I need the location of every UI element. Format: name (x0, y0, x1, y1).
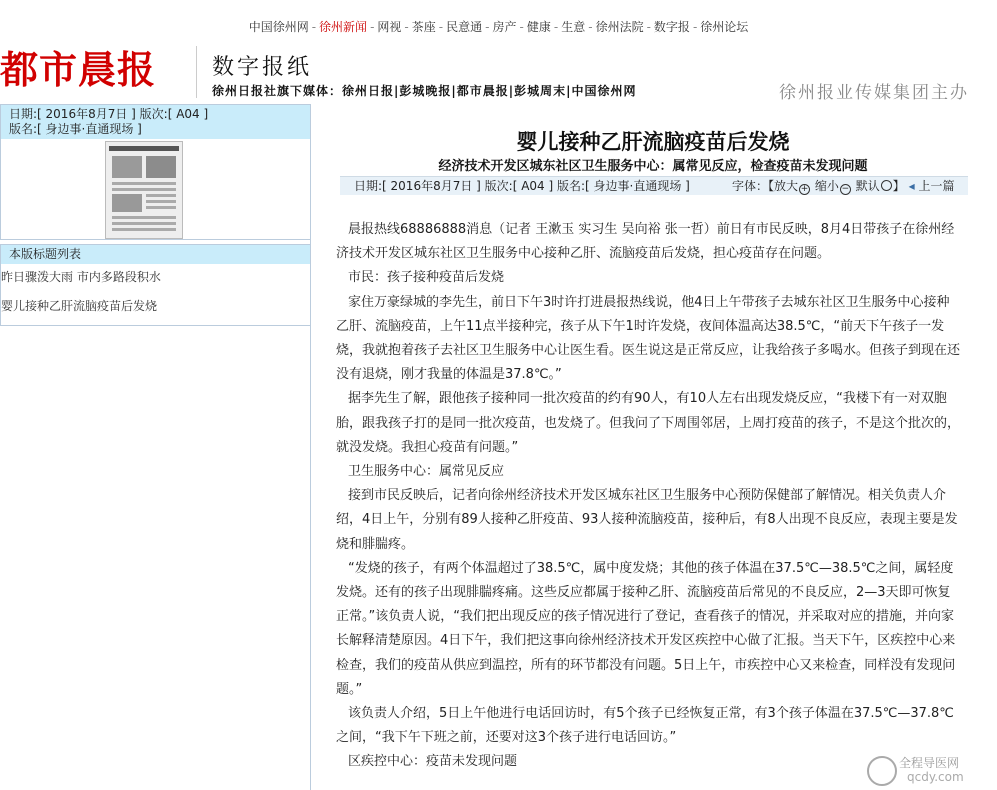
thumb-text-line (112, 222, 176, 225)
newspaper-logo[interactable]: 都市晨报 (0, 47, 157, 92)
default-size-button[interactable] (856, 179, 893, 193)
top-nav-link[interactable]: 茶座 (411, 20, 436, 34)
edition-info-header (1, 105, 310, 139)
top-nav-separator: - (519, 20, 524, 34)
font-label: 字体： (732, 179, 769, 193)
top-nav-separator: - (646, 20, 651, 34)
page-thumbnail[interactable] (105, 141, 183, 239)
top-nav-link[interactable]: 健康 (526, 20, 551, 34)
top-nav-link[interactable]: 徐州法院 (595, 20, 644, 34)
title-list-header: 本版标题列表 (1, 245, 310, 264)
article-subtitle: 经济技术开发区城东社区卫生服务中心：属常见反应，检查疫苗未发现问题 (438, 159, 868, 174)
watermark-logo-icon (867, 756, 897, 786)
top-nav-separator: - (553, 20, 559, 34)
masthead-divider (196, 46, 197, 98)
top-nav-separator: - (370, 20, 375, 34)
thumb-photo (112, 194, 142, 212)
thumb-headline-bar (109, 146, 179, 151)
font-bracket-left: 【 (768, 179, 775, 193)
sponsor-text: 徐州报业传媒集团主办 (779, 83, 969, 103)
font-controls (732, 177, 954, 195)
article-meta-bar (340, 176, 968, 195)
thumb-text-line (146, 194, 176, 197)
site-watermark (867, 752, 991, 786)
top-nav-link[interactable]: 数字报 (653, 20, 690, 34)
top-nav-link[interactable]: 徐州论坛 (700, 20, 749, 34)
title-list-panel (0, 244, 311, 326)
thumb-photo (112, 156, 142, 178)
prev-arrow-icon: ◂ (908, 179, 915, 193)
top-nav-separator: - (311, 20, 317, 34)
top-nav-separator: - (692, 20, 698, 34)
article-paragraph: 接到市民反映后，记者向徐州经济技术开发区城东社区卫生服务中心预防保健部了解情况。相关负责人介绍，4日上午，分别有89人接种乙肝疫苗、93人接种流脑疫苗，接种后，有8人出现不良反应，表现主要是发烧和腓腨疼。 (336, 488, 958, 552)
article-section-head: 卫生服务中心：属常见反应 (348, 464, 505, 480)
edition-date-line: 日期:[ 2016年8月7日 ] 版次:[ A04 ] (9, 107, 209, 121)
thumb-text-line (146, 200, 176, 203)
title-list-item[interactable]: 昨日骤泼大雨 市内多路段积水 (1, 270, 161, 284)
top-nav-link[interactable]: 网视 (377, 20, 402, 34)
enlarge-label: 放大 (774, 179, 799, 193)
shrink-button[interactable] (815, 179, 852, 193)
thumb-text-line (146, 206, 176, 209)
circle-icon (881, 180, 892, 191)
top-nav-separator: - (438, 20, 444, 34)
top-nav-link[interactable]: 民意通 (446, 20, 483, 34)
top-nav-separator: - (588, 20, 593, 34)
prev-article-link[interactable] (909, 179, 955, 193)
article-paragraph: 该负责人介绍，5日上午他进行电话回访时，有5个孩子已经恢复正常，有3个孩子体温在37.5℃—37.8℃之间，“我下午下班之前，还要对这3个孩子进行电话回访。” (336, 706, 954, 746)
prev-label: 上一篇 (918, 179, 955, 193)
article-paragraph: 据李先生了解，跟他孩子接种同一批次疫苗的约有90人，有10人左右出现发烧反应，“我楼下有一对双胞胎，跟我孩子打的是同一批次疫苗，也发烧了。但我问了下周围邻居，上周打疫苗的孩子，不是这个批次的，就没发烧。我担心疫苗有问题。” (336, 391, 961, 455)
article-title: 婴儿接种乙肝流脑疫苗后发烧 (516, 129, 790, 154)
top-nav-link[interactable]: 中国徐州网 (248, 20, 309, 34)
top-nav-link[interactable]: 生意 (561, 20, 586, 34)
font-bracket-right: 】 (892, 179, 905, 193)
enlarge-button[interactable] (774, 179, 811, 193)
minus-icon: − (841, 184, 850, 194)
article-paragraph: 家住万豪绿城的李先生，前日下午3时许打进晨报热线说，他4日上午带孩子去城东社区卫生服务中心接种乙肝、流脑疫苗，上午11点半接种完，孩子从下午1时许发烧，夜间体温高达38.5℃，“前天下午孩子一发烧，我就抱着孩子去社区卫生服务中心让医生看。医生说这是正常反应，让我给孩子多喝水。但孩子到现在还没有退烧，刚才我量的体温是37.8℃。” (336, 294, 961, 383)
article-section-head: 市民：孩子接种疫苗后发烧 (348, 270, 505, 286)
edition-info-panel (0, 104, 311, 240)
article-body (336, 218, 962, 775)
masthead-subtitle: 数字报纸 (212, 55, 313, 80)
masthead (0, 44, 997, 103)
edition-section-line: 版名:[ 身边事·直通现场 ] (9, 122, 142, 136)
watermark-line1: 全程导医网 (899, 756, 960, 770)
thumb-text-line (112, 188, 176, 191)
article-meta: 日期:[ 2016年8月7日 ] 版次:[ A04 ] 版名:[ 身边事·直通现场 ] (354, 179, 690, 193)
article-paragraph: 晨报热线68886888消息（记者 王漱玉 实习生 吴向裕 张一哲）前日有市民反映，8月4日带孩子在徐州经济技术开发区城东社区卫生服务中心接种乙肝、流脑疫苗后发烧，担心疫苗存在问题。 (336, 222, 955, 262)
top-nav (0, 18, 997, 35)
article-paragraph: “发烧的孩子，有两个体温超过了38.5℃，属中度发烧；其他的孩子体温在37.5℃—38.5℃之间，属轻度发烧。还有的孩子出现腓腨疼痛。这些反应都属于接种乙肝、流脑疫苗后常见的不良反应，2—3天即可恢复正常。”该负责人说，“我们把出现反应的孩子情况进行了登记，查看孩子的情况，并采取对应的措施，并向家长解释清楚原因。4日下午，我们把这事向徐州经济技术开发区疾控中心做了汇报。当天下午，区疾控中心来检查，我们的疫苗从供应到温控，所有的环节都没有问题。5日上午，市疾控中心又来检查，同样没有发现问题。” (336, 560, 956, 697)
thumb-photo (146, 156, 176, 178)
top-nav-separator: - (485, 20, 490, 34)
thumb-text-line (112, 216, 176, 219)
thumb-text-line (112, 182, 176, 185)
top-nav-link[interactable]: 徐州新闻 (319, 20, 368, 34)
shrink-label: 缩小 (814, 179, 839, 193)
title-list-item[interactable]: 婴儿接种乙肝流脑疫苗后发烧 (1, 299, 158, 313)
media-group-line: 徐州日报社旗下媒体：徐州日报|彭城晚报|都市晨报|彭城周末|中国徐州网 (212, 84, 637, 98)
plus-icon: + (800, 184, 809, 194)
top-nav-link[interactable]: 房产 (492, 20, 517, 34)
article-section-head: 区疾控中心：疫苗未发现问题 (348, 754, 518, 770)
watermark-line2: qcdy.com (907, 770, 964, 784)
top-nav-separator: - (404, 20, 409, 34)
default-label: 默认 (855, 179, 880, 193)
thumb-text-line (112, 228, 176, 231)
